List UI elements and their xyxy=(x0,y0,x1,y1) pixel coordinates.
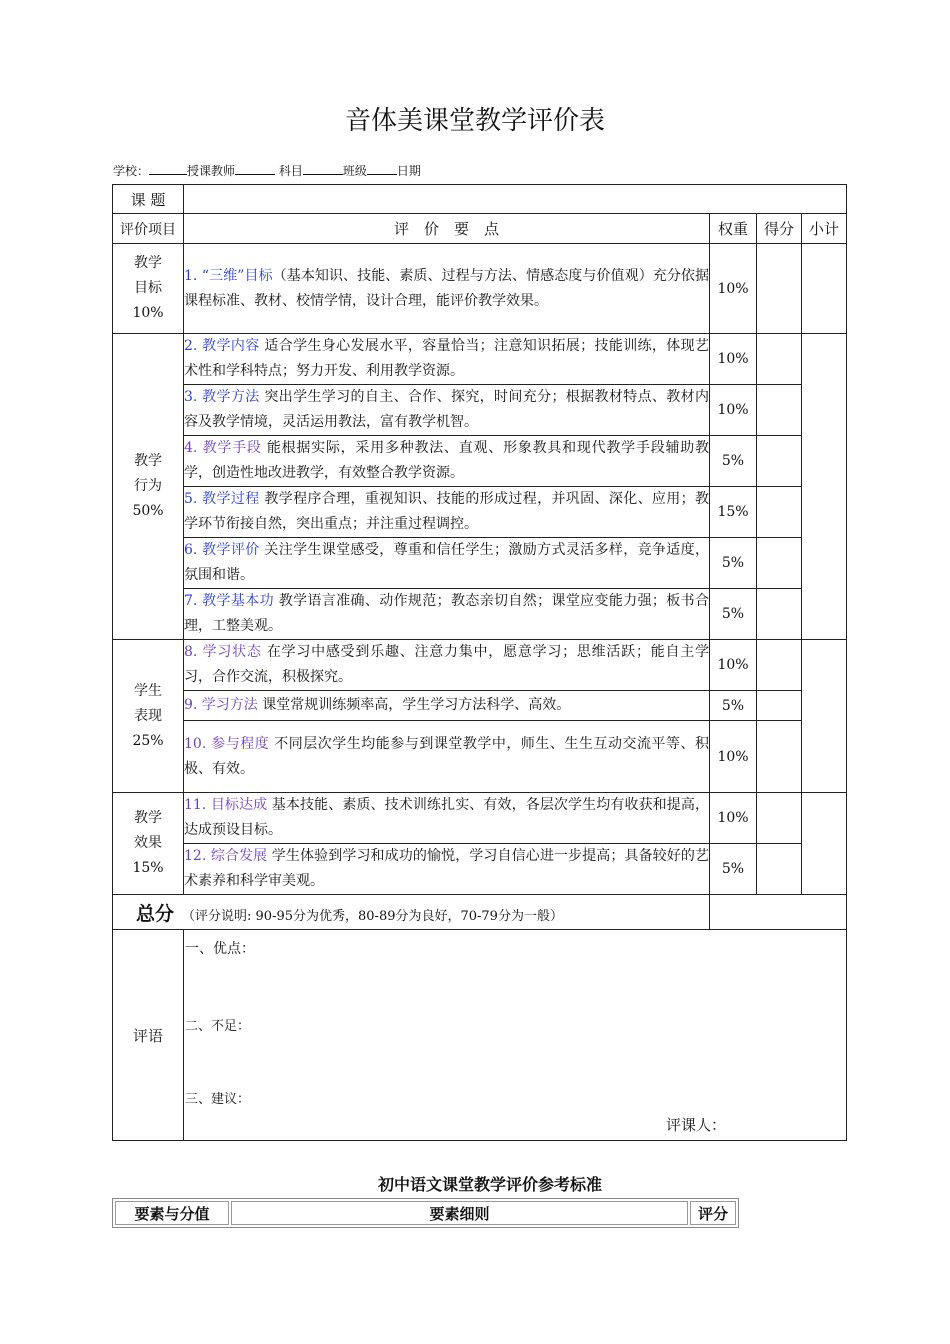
criterion-6: 6. 教学评价 关注学生课堂感受，尊重和信任学生；激励方式灵活多样，竞争适度，氛围和谐。 xyxy=(184,538,710,589)
criterion-8: 8. 学习状态 在学习中感受到乐趣、注意力集中，愿意学习；思维活跃；能自主学习，合作交流，积极探究。 xyxy=(184,640,710,691)
score-cell-12[interactable] xyxy=(757,844,802,895)
header-subtotal: 小计 xyxy=(802,214,847,244)
criterion-9: 9. 学习方法 课堂常规训练频率高，学生学习方法科学、高效。 xyxy=(184,691,710,721)
subtotal-cell-goals[interactable] xyxy=(802,244,847,334)
group-label-effect: 教学 效果 15% xyxy=(113,793,184,895)
score-cell-5[interactable] xyxy=(757,487,802,538)
subtotal-cell-behavior[interactable] xyxy=(802,334,847,640)
score-cell-6[interactable] xyxy=(757,538,802,589)
weight-2: 10% xyxy=(710,334,757,385)
topic-label: 课 题 xyxy=(113,185,184,214)
group-label-goals: 教学 目标 10% xyxy=(113,244,184,334)
total-note: （评分说明: 90-95分为优秀，80-89分为良好，70-79分为一般） xyxy=(182,908,563,924)
weight-1: 10% xyxy=(710,244,757,334)
weight-7: 5% xyxy=(710,589,757,640)
teacher-label: 授课教师 xyxy=(187,164,236,178)
subtotal-cell-effect[interactable] xyxy=(802,793,847,895)
remarks-area[interactable] xyxy=(184,930,847,1141)
remarks-label: 评语 xyxy=(113,930,184,1141)
date-label: 日期 xyxy=(396,164,421,178)
score-cell-4[interactable] xyxy=(757,436,802,487)
criterion-12: 12. 综合发展 学生体验到学习和成功的愉悦，学习自信心进一步提高；具备较好的艺术素养和科学审美观。 xyxy=(184,844,710,895)
ref-col-score: 评分 xyxy=(690,1201,736,1225)
weight-8: 10% xyxy=(710,640,757,691)
shortcomings-label: 二、不足： xyxy=(185,1019,251,1034)
weight-11: 10% xyxy=(710,793,757,844)
weight-4: 5% xyxy=(710,436,757,487)
weight-5: 15% xyxy=(710,487,757,538)
reference-table xyxy=(112,1198,739,1228)
criterion-7: 7. 教学基本功 教学语言准确、动作规范；教态亲切自然；课堂应变能力强；板书合理，工整美观。 xyxy=(184,589,710,640)
weight-12: 5% xyxy=(710,844,757,895)
subject-blank[interactable] xyxy=(303,162,343,175)
criterion-4: 4. 教学手段 能根据实际，采用多种教法、直观、形象教具和现代教学手段辅助教学，创造性地改进教学，有效整合教学资源。 xyxy=(184,436,710,487)
score-cell-9[interactable] xyxy=(757,691,802,721)
weight-10: 10% xyxy=(710,721,757,793)
criterion-3: 3. 教学方法 突出学生学习的自主、合作、探究，时间充分；根据教材特点、教材内容及教学情境，灵活运用教法，富有教学机智。 xyxy=(184,385,710,436)
ref-col-factor: 要素与分值 xyxy=(115,1201,229,1225)
criterion-10: 10. 参与程度 不同层次学生均能参与到课堂教学中，师生、生生互动交流平等、积极、有效。 xyxy=(184,721,710,793)
score-cell-11[interactable] xyxy=(757,793,802,844)
score-cell-10[interactable] xyxy=(757,721,802,793)
subtotal-cell-student[interactable] xyxy=(802,640,847,793)
group-label-behavior: 教学 行为 50% xyxy=(113,334,184,640)
weight-6: 5% xyxy=(710,538,757,589)
ref-col-detail: 要素细则 xyxy=(231,1201,688,1225)
header-item: 评价项目 xyxy=(113,214,184,244)
score-cell-7[interactable] xyxy=(757,589,802,640)
school-blank[interactable] xyxy=(149,162,187,175)
group-label-student: 学生 表现 25% xyxy=(113,640,184,793)
weight-9: 5% xyxy=(710,691,757,721)
weight-3: 10% xyxy=(710,385,757,436)
score-cell-3[interactable] xyxy=(757,385,802,436)
page-title: 音体美课堂教学评价表 xyxy=(344,106,605,136)
score-cell-8[interactable] xyxy=(757,640,802,691)
header-score: 得分 xyxy=(757,214,802,244)
reference-title: 初中语文课堂教学评价参考标准 xyxy=(377,1175,602,1194)
total-score-cell[interactable] xyxy=(710,895,847,930)
suggestions-label: 三、建议： xyxy=(185,1092,251,1107)
criterion-1: 1. “三维”目标（基本知识、技能、素质、过程与方法、情感态度与价值观）充分依据课程标准、教材、校情学情，设计合理，能评价教学效果。 xyxy=(184,244,710,334)
evaluator-label: 评课人： xyxy=(666,1116,727,1134)
criterion-5: 5. 教学过程 教学程序合理，重视知识、技能的形成过程，并巩固、深化、应用；教学环节衔接自然，突出重点；并注重过程调控。 xyxy=(184,487,710,538)
school-label: 学校： xyxy=(113,164,150,178)
total-row xyxy=(113,895,710,930)
class-label: 班级 xyxy=(342,164,367,178)
header-weight: 权重 xyxy=(710,214,757,244)
teacher-blank[interactable] xyxy=(235,162,275,175)
evaluation-table xyxy=(112,184,847,1141)
score-cell-1[interactable] xyxy=(757,244,802,334)
topic-field[interactable] xyxy=(184,185,847,214)
criterion-11: 11. 目标达成 基本技能、素质、技术训练扎实、有效，各层次学生均有收获和提高，达成预设目标。 xyxy=(184,793,710,844)
merits-label: 一、优点： xyxy=(185,941,255,957)
header-points: 评 价 要 点 xyxy=(184,214,710,244)
class-blank[interactable] xyxy=(367,162,397,175)
total-label: 总分 xyxy=(136,902,175,925)
subject-label: 科目 xyxy=(278,164,303,178)
score-cell-2[interactable] xyxy=(757,334,802,385)
criterion-2: 2. 教学内容 适合学生身心发展水平，容量恰当；注意知识拓展；技能训练，体现艺术性和学科特点；努力开发、利用教学资源。 xyxy=(184,334,710,385)
header-info-line xyxy=(113,162,421,179)
